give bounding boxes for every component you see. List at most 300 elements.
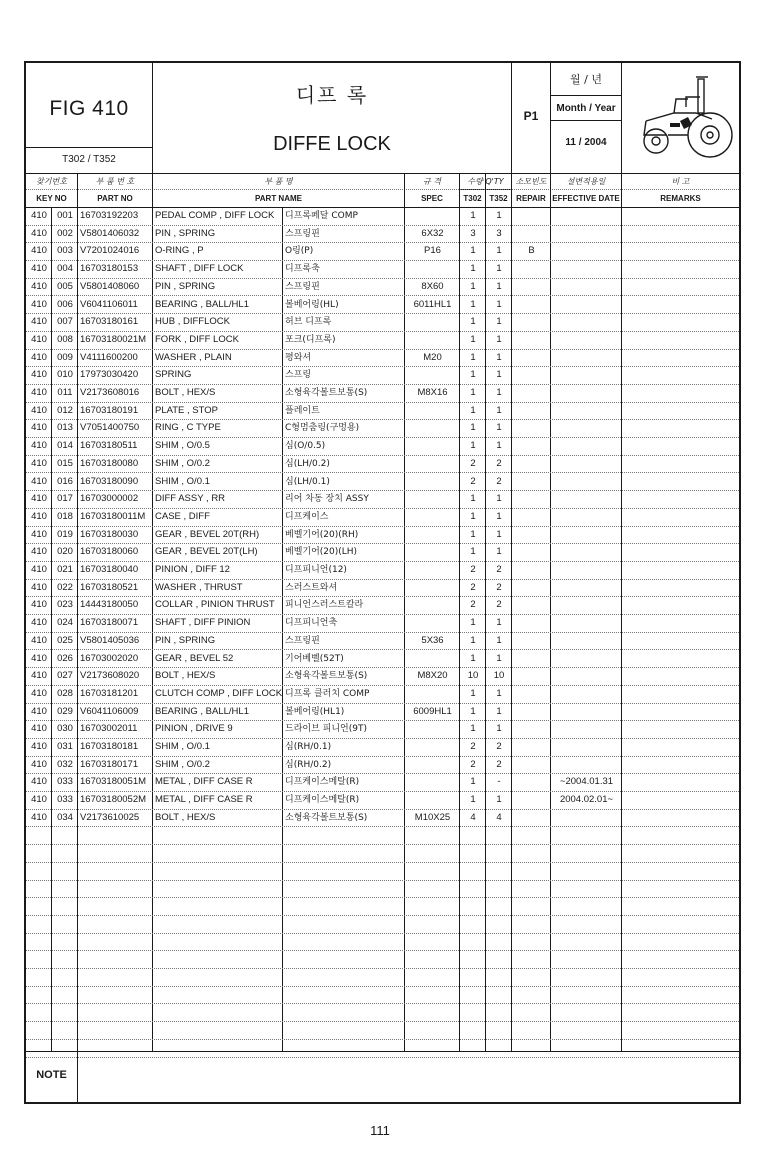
cell-part-no: V2173608016 — [80, 387, 140, 398]
cell-name-ko: 포크(디프록) — [285, 334, 336, 345]
cell-fig: 410 — [31, 652, 47, 664]
cell-fig: 410 — [31, 227, 47, 239]
cell-spec — [407, 596, 458, 614]
cell-rem — [624, 703, 738, 721]
cell-fig: 410 — [31, 404, 47, 416]
cell-name-ko: 디프피니언축 — [285, 618, 338, 629]
cell-key: 001 — [57, 210, 73, 221]
col-remarks-en: REMARKS — [660, 194, 701, 203]
table-row — [26, 986, 739, 1005]
cell-spec — [407, 773, 458, 791]
cell-fig: 410 — [31, 210, 47, 221]
cell-repair — [514, 703, 549, 721]
table-row — [26, 260, 739, 279]
cell-part-no: V7201024016 — [80, 245, 140, 257]
cell-rem — [624, 596, 738, 614]
cell-part-no: 16703181201 — [80, 687, 139, 699]
cell-name-en: PIN , SPRING — [155, 280, 216, 292]
cell-t352: 1 — [496, 316, 502, 328]
cell-eff — [553, 650, 620, 668]
parts-sheet — [24, 61, 741, 1104]
cell-key: 003 — [57, 245, 73, 257]
cell-rem — [624, 756, 738, 774]
table-row — [26, 366, 739, 385]
cell-repair — [514, 614, 549, 632]
cell-eff — [553, 473, 620, 491]
cell-name-ko: 볼베어링(HL1) — [285, 706, 345, 717]
col-eff-en: EFFECTIVE DATE — [552, 194, 620, 203]
cell-spec — [407, 756, 458, 774]
cell-repair — [514, 773, 549, 791]
cell-repair — [514, 526, 549, 544]
cell-rem — [624, 278, 738, 296]
cell-repair — [514, 632, 549, 650]
cell-part-no: 16703180030 — [80, 528, 139, 540]
cell-t302: 1 — [470, 210, 476, 221]
cell-spec — [407, 490, 458, 508]
cell-key: 023 — [57, 599, 73, 611]
page-number: 111 — [370, 1123, 390, 1138]
cell-name-ko: 소형육각볼트보통(S) — [285, 671, 368, 682]
cell-t302: 1 — [470, 440, 476, 452]
cell-part-no: 16703180090 — [80, 475, 139, 487]
cell-t302: 1 — [470, 634, 476, 646]
cell-eff — [553, 632, 620, 650]
cell-eff — [553, 437, 620, 455]
cell-name-en: PIN , SPRING — [155, 227, 216, 239]
table-row — [26, 880, 739, 899]
col-t352: T352 — [489, 194, 508, 203]
cell-rem — [624, 455, 738, 473]
cell-rem — [624, 685, 738, 703]
cell-key: 030 — [57, 723, 73, 735]
cell-spec — [407, 437, 458, 455]
cell-t302: 10 — [467, 670, 479, 682]
table-row — [26, 455, 739, 474]
table-row — [26, 632, 739, 651]
cell-eff — [553, 384, 620, 402]
col-spec-ko: 규 격 — [423, 177, 441, 186]
cell-spec: P16 — [424, 245, 441, 257]
cell-fig: 410 — [31, 564, 47, 575]
cell-name-en: PINION , DRIVE 9 — [155, 723, 233, 735]
table-row — [26, 915, 739, 934]
cell-part-no: V5801408060 — [80, 280, 140, 292]
cell-spec — [407, 473, 458, 491]
cell-t352: 1 — [496, 263, 502, 275]
cell-repair — [514, 296, 549, 314]
cell-repair — [514, 278, 549, 296]
cell-t302: 2 — [470, 457, 476, 469]
cell-key: 020 — [57, 546, 73, 558]
cell-key: 033 — [57, 776, 73, 788]
cell-key: 027 — [57, 670, 73, 682]
cell-repair — [514, 473, 549, 491]
cell-part-no: 16703180080 — [80, 457, 139, 469]
cell-t352: 1 — [496, 351, 502, 363]
cell-fig: 410 — [31, 581, 47, 593]
cell-rem — [624, 313, 738, 331]
cell-t302: 1 — [470, 652, 476, 664]
cell-rem — [624, 614, 738, 632]
cell-part-no: V4111600200 — [80, 351, 138, 363]
cell-rem — [624, 809, 738, 827]
col-key-en: KEY NO — [36, 194, 67, 203]
cell-eff: ~2004.01.31 — [559, 776, 614, 788]
cell-repair — [514, 366, 549, 384]
table-row — [26, 313, 739, 332]
table-row — [26, 596, 739, 615]
cell-spec — [407, 579, 458, 597]
cell-part-no: 16703180021M — [80, 333, 147, 345]
cell-key: 012 — [57, 404, 73, 416]
cell-t352: 1 — [496, 634, 502, 646]
cell-repair — [514, 579, 549, 597]
table-row — [26, 508, 739, 527]
cell-name-ko: 볼베어링(HL) — [285, 299, 339, 310]
cell-rem — [624, 225, 738, 243]
cell-t352: 4 — [496, 811, 502, 823]
cell-name-ko: 스프링핀 — [285, 281, 320, 292]
cell-eff — [553, 543, 620, 561]
cell-repair — [514, 685, 549, 703]
cell-key: 002 — [57, 227, 73, 239]
cell-fig: 410 — [31, 723, 47, 735]
cell-t352: 1 — [496, 493, 502, 505]
cell-rem — [624, 720, 738, 738]
cell-eff — [553, 756, 620, 774]
col-name-ko: 부 품 명 — [264, 177, 293, 186]
cell-name-en: BOLT , HEX/S — [155, 811, 216, 823]
cell-name-en: COLLAR , PINION THRUST — [155, 599, 275, 611]
cell-key: 034 — [57, 811, 73, 823]
cell-t302: 3 — [470, 227, 476, 239]
cell-part-no: 16703192203 — [80, 210, 139, 221]
cell-key: 016 — [57, 475, 73, 487]
cell-eff — [553, 614, 620, 632]
cell-name-en: BEARING , BALL/HL1 — [155, 705, 249, 717]
cell-part-no: 16703180521 — [80, 581, 139, 593]
col-spec-en: SPEC — [421, 194, 443, 203]
cell-rem — [624, 791, 738, 809]
cell-spec — [407, 561, 458, 579]
cell-t302: 1 — [470, 546, 476, 558]
cell-t302: 2 — [470, 581, 476, 593]
cell-t302: 1 — [470, 298, 476, 310]
table-row — [26, 667, 739, 686]
cell-repair — [514, 437, 549, 455]
cell-rem — [624, 419, 738, 437]
cell-t302: 1 — [470, 493, 476, 505]
cell-fig: 410 — [31, 475, 47, 487]
cell-eff — [553, 596, 620, 614]
cell-rem — [624, 490, 738, 508]
cell-name-en: SHIM , O/0.1 — [155, 475, 210, 487]
cell-eff — [553, 225, 620, 243]
table-row — [26, 349, 739, 368]
cell-rem — [624, 667, 738, 685]
cell-t302: 1 — [470, 687, 476, 699]
cell-fig: 410 — [31, 794, 47, 806]
cell-part-no: 16703180051M — [80, 776, 147, 788]
cell-part-no: 17973030420 — [80, 369, 139, 381]
cell-name-en: GEAR , BEVEL 20T(LH) — [155, 546, 258, 558]
cell-t352: 1 — [496, 687, 502, 699]
table-row — [26, 437, 739, 456]
col-part-en: PART NO — [97, 194, 133, 203]
cell-rem — [624, 579, 738, 597]
cell-repair — [514, 667, 549, 685]
cell-fig: 410 — [31, 263, 47, 275]
cell-eff — [553, 561, 620, 579]
cell-name-en: SHIM , O/0.1 — [155, 741, 210, 752]
cell-fig: 410 — [31, 599, 47, 611]
cell-name-en: CLUTCH COMP , DIFF LOCK — [155, 687, 282, 699]
cell-key: 017 — [57, 493, 73, 505]
cell-spec: M8X16 — [417, 387, 448, 398]
cell-key: 028 — [57, 687, 73, 699]
cell-name-en: PIN , SPRING — [155, 634, 216, 646]
cell-part-no: 16703002020 — [80, 652, 139, 664]
table-row — [26, 278, 739, 297]
cell-key: 026 — [57, 652, 73, 664]
title-english: DIFFE LOCK — [273, 133, 391, 155]
cell-name-ko: 심(LH/0.1) — [285, 476, 330, 487]
cell-fig: 410 — [31, 510, 47, 522]
page-code: P1 — [523, 109, 539, 123]
cell-t352: 2 — [496, 457, 502, 469]
cell-part-no: 16703180171 — [80, 758, 139, 770]
table-row — [26, 473, 739, 492]
cell-key: 033 — [57, 794, 73, 806]
cell-eff: 2004.02.01~ — [559, 794, 614, 806]
cell-eff — [553, 260, 620, 278]
cell-repair — [514, 207, 549, 225]
cell-t352: 2 — [496, 758, 502, 770]
cell-key: 011 — [57, 387, 73, 398]
cell-eff — [553, 809, 620, 827]
cell-part-no: 16703180161 — [80, 316, 139, 328]
table-row — [26, 490, 739, 509]
cell-t302: 2 — [470, 758, 476, 770]
cell-key: 018 — [57, 510, 73, 522]
cell-name-en: SHAFT , DIFF PINION — [155, 617, 251, 629]
cell-part-no: 16703180052M — [80, 794, 147, 806]
cell-name-en: GEAR , BEVEL 52 — [155, 652, 234, 664]
cell-name-en: PEDAL COMP , DIFF LOCK — [155, 210, 275, 221]
cell-key: 014 — [57, 440, 73, 452]
cell-name-en: PLATE , STOP — [155, 404, 219, 416]
table-row — [26, 384, 739, 403]
cell-fig: 410 — [31, 387, 47, 398]
cell-fig: 410 — [31, 617, 47, 629]
cell-t302: 1 — [470, 263, 476, 275]
cell-t352: 1 — [496, 794, 502, 806]
cell-fig: 410 — [31, 705, 47, 717]
cell-name-ko: 스프링핀 — [285, 228, 320, 239]
cell-repair — [514, 756, 549, 774]
cell-repair — [514, 384, 549, 402]
cell-name-en: O-RING , P — [155, 245, 204, 257]
figure-title: FIG 410 — [49, 97, 129, 120]
cell-repair — [514, 225, 549, 243]
cell-name-en: PINION , DIFF 12 — [155, 564, 230, 575]
cell-t352: 1 — [496, 280, 502, 292]
cell-t302: 1 — [470, 369, 476, 381]
cell-t302: 1 — [470, 776, 476, 788]
table-row — [26, 1004, 739, 1023]
cell-name-ko: 디프피니언(12) — [285, 565, 347, 575]
cell-key: 029 — [57, 705, 73, 717]
cell-part-no: V7051400750 — [80, 422, 140, 434]
cell-fig: 410 — [31, 333, 47, 345]
table-row — [26, 419, 739, 438]
cell-name-ko: O링(P) — [285, 246, 314, 257]
cell-t302: 1 — [470, 245, 476, 257]
date-label-english: Month / Year — [556, 103, 616, 114]
cell-eff — [553, 313, 620, 331]
cell-key: 025 — [57, 634, 73, 646]
cell-t302: 1 — [470, 333, 476, 345]
cell-fig: 410 — [31, 741, 47, 752]
cell-rem — [624, 366, 738, 384]
cell-spec — [407, 313, 458, 331]
table-row — [26, 703, 739, 722]
cell-eff — [553, 579, 620, 597]
cell-fig: 410 — [31, 298, 47, 310]
table-row — [26, 543, 739, 562]
cell-eff — [553, 402, 620, 420]
cell-t302: 2 — [470, 741, 476, 752]
cell-repair — [514, 419, 549, 437]
cell-name-ko: 디프록축 — [285, 264, 320, 275]
cell-fig: 410 — [31, 316, 47, 328]
cell-repair: B — [528, 245, 535, 257]
cell-fig: 410 — [31, 776, 47, 788]
cell-spec — [407, 207, 458, 225]
cell-name-ko: 디프케이스메탈(R) — [285, 777, 360, 788]
col-repair-ko: 소모빈도 — [515, 177, 547, 186]
cell-t352: 1 — [496, 705, 502, 717]
cell-spec: M10X25 — [414, 811, 451, 823]
cell-spec — [407, 526, 458, 544]
cell-name-en: SPRING — [155, 369, 192, 381]
table-row — [26, 1021, 739, 1040]
col-part-ko: 부 품 번 호 — [95, 177, 135, 186]
cell-t352: 2 — [496, 581, 502, 593]
cell-name-ko: 디프케이스 — [285, 511, 329, 522]
cell-rem — [624, 561, 738, 579]
title-korean: 디프 록 — [295, 83, 369, 107]
cell-eff — [553, 242, 620, 260]
cell-repair — [514, 260, 549, 278]
table-row — [26, 862, 739, 881]
cell-rem — [624, 632, 738, 650]
cell-key: 024 — [57, 617, 73, 629]
model-label: T302 / T352 — [62, 154, 116, 165]
table-row — [26, 207, 739, 226]
cell-rem — [624, 650, 738, 668]
cell-name-en: WASHER , PLAIN — [155, 351, 232, 363]
cell-fig: 410 — [31, 546, 47, 558]
cell-name-ko: 심(LH/0.2) — [285, 458, 330, 469]
cell-key: 015 — [57, 457, 73, 469]
note-area — [26, 1051, 739, 1103]
cell-t352: 1 — [496, 387, 502, 398]
cell-t352: 1 — [496, 723, 502, 735]
cell-name-ko: 리어 차동 장치 ASSY — [285, 494, 369, 505]
cell-name-en: BEARING , BALL/HL1 — [155, 298, 249, 310]
table-row — [26, 791, 739, 810]
cell-name-en: METAL , DIFF CASE R — [155, 794, 253, 806]
cell-rem — [624, 738, 738, 756]
cell-part-no: V6041106009 — [80, 705, 139, 717]
cell-rem — [624, 402, 738, 420]
cell-repair — [514, 543, 549, 561]
cell-part-no: 16703180040 — [80, 564, 139, 575]
cell-repair — [514, 349, 549, 367]
cell-name-en: METAL , DIFF CASE R — [155, 776, 253, 788]
table-row — [26, 950, 739, 969]
cell-repair — [514, 508, 549, 526]
column-header — [26, 173, 739, 208]
cell-name-ko: 스러스트와셔 — [285, 582, 338, 593]
cell-t302: 1 — [470, 280, 476, 292]
cell-name-ko: 스프링 — [285, 370, 312, 381]
cell-key: 006 — [57, 298, 73, 310]
cell-key: 021 — [57, 564, 73, 575]
cell-fig: 410 — [31, 440, 47, 452]
cell-name-ko: 평와셔 — [285, 352, 312, 363]
cell-name-ko: 소형육각볼트보통(S) — [285, 812, 368, 823]
table-row — [26, 897, 739, 916]
cell-name-en: WASHER , THRUST — [155, 581, 243, 593]
table-row — [26, 225, 739, 244]
col-qty-ko: 수량 Q'TY — [467, 177, 504, 186]
cell-name-en: BOLT , HEX/S — [155, 387, 216, 398]
cell-name-ko: 기어베벨(52T) — [285, 653, 344, 664]
cell-key: 032 — [57, 758, 73, 770]
cell-t302: 1 — [470, 404, 476, 416]
cell-name-ko: 드라이브 피니언(9T) — [285, 724, 367, 735]
table-row — [26, 933, 739, 952]
cell-t352: 1 — [496, 440, 502, 452]
cell-repair — [514, 331, 549, 349]
cell-t352: 3 — [496, 227, 502, 239]
cell-name-ko: 디프케이스메탈(R) — [285, 795, 360, 806]
figure-box — [26, 63, 152, 173]
cell-key: 005 — [57, 280, 73, 292]
cell-rem — [624, 526, 738, 544]
cell-spec — [407, 543, 458, 561]
cell-key: 013 — [57, 422, 73, 434]
tractor-icon — [626, 69, 734, 167]
cell-part-no: V5801405036 — [80, 634, 140, 646]
cell-spec: 6X32 — [421, 227, 444, 239]
cell-name-ko: 베벨기어(20)(LH) — [285, 547, 358, 558]
cell-t352: 1 — [496, 510, 502, 522]
cell-t352: 2 — [496, 599, 502, 611]
table-row — [26, 579, 739, 598]
cell-t352: 2 — [496, 741, 502, 752]
table-row — [26, 756, 739, 775]
date-value: 11 / 2004 — [565, 137, 607, 148]
cell-part-no: 16703180060 — [80, 546, 139, 558]
cell-key: 022 — [57, 581, 73, 593]
cell-spec — [407, 260, 458, 278]
col-key-ko: 찾기번호 — [36, 177, 67, 186]
cell-eff — [553, 703, 620, 721]
